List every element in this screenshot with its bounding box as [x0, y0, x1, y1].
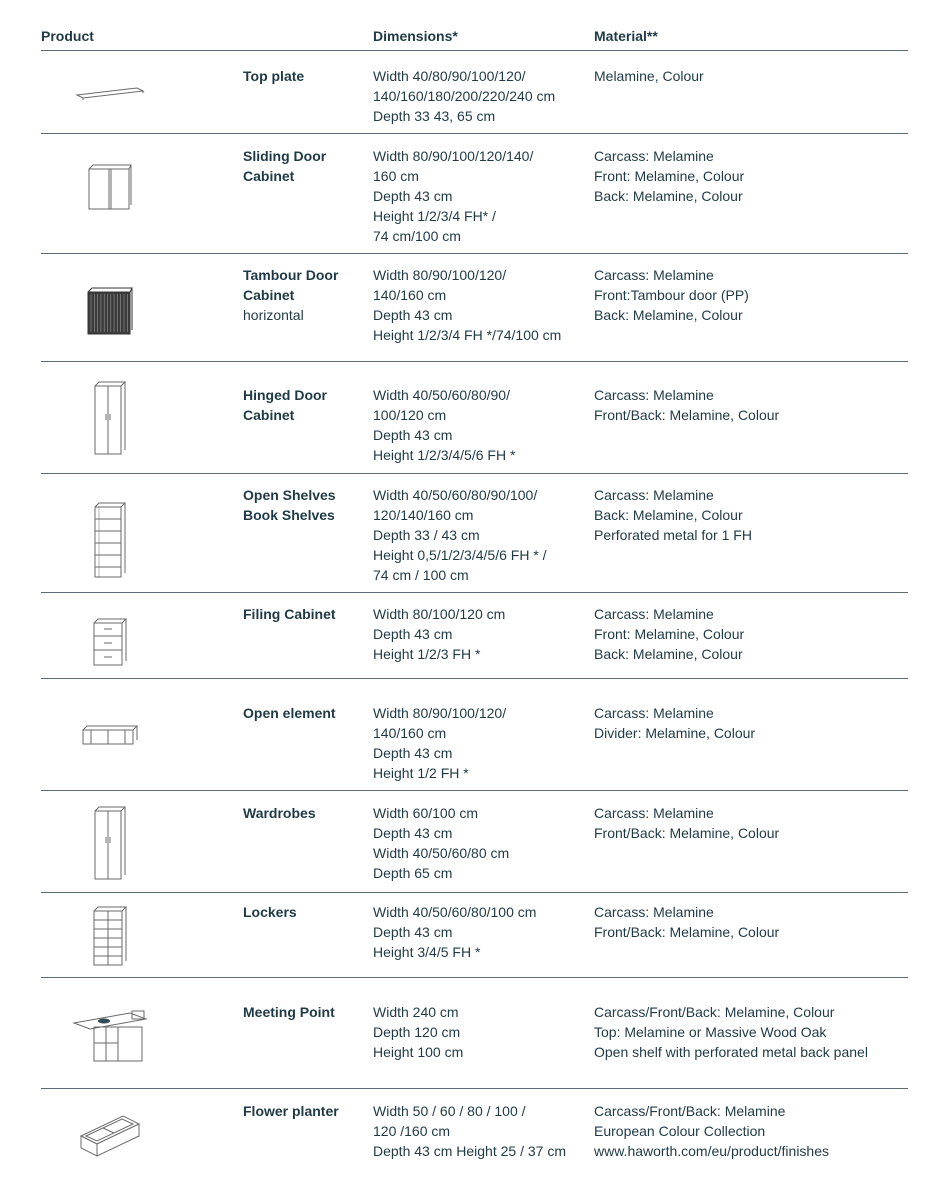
material-line: Back: Melamine, Colour: [594, 307, 743, 323]
material-cell: [594, 146, 914, 206]
filing-cabinet-icon: [60, 602, 160, 682]
material-line: Carcass/Front/Back: Melamine, Colour: [594, 1004, 835, 1020]
product-name: [243, 902, 368, 922]
dimension-line: Width 40/50/60/80/100 cm: [373, 904, 537, 920]
dimension-line: 120/140/160 cm: [373, 507, 474, 523]
material-line: Carcass: Melamine: [594, 805, 714, 821]
material-cell: [594, 604, 914, 664]
dimension-line: 120 /160 cm: [373, 1123, 451, 1139]
dimensions-cell: [373, 803, 588, 883]
material-line: Carcass: Melamine: [594, 606, 714, 622]
material-line: European Colour Collection: [594, 1123, 766, 1139]
product-name-line: Wardrobes: [243, 805, 316, 821]
material-cell: [594, 1002, 914, 1062]
dimension-line: Depth 65 cm: [373, 865, 453, 881]
dimension-line: 100/120 cm: [373, 407, 447, 423]
meeting-point-icon: [60, 995, 160, 1075]
open-shelves-icon: [60, 500, 160, 580]
material-cell: [594, 385, 914, 425]
product-name-line: Top plate: [243, 68, 305, 84]
product-subtitle: horizontal: [243, 307, 304, 323]
dimension-line: 160 cm: [373, 168, 419, 184]
dimension-line: Width 40/50/60/80/90/100/: [373, 487, 538, 503]
material-line: Carcass: Melamine: [594, 705, 714, 721]
material-line: Front/Back: Melamine, Colour: [594, 407, 780, 423]
dimension-line: Depth 43 cm: [373, 825, 453, 841]
dimensions-cell: [373, 265, 588, 345]
product-name-line: Cabinet: [243, 287, 295, 303]
row-divider: [41, 977, 908, 978]
dimension-line: Width 240 cm: [373, 1004, 459, 1020]
dimension-line: Height 1/2/3/4/5/6 FH *: [373, 447, 516, 463]
tambour-door-cabinet-icon: [60, 271, 160, 351]
dimension-line: Width 80/90/100/120/: [373, 705, 507, 721]
dimensions-cell: [373, 1101, 588, 1161]
hinged-door-cabinet-icon: [60, 378, 160, 458]
row-divider: [41, 592, 908, 593]
product-name-line: Open element: [243, 705, 336, 721]
product-name-line: Book Shelves: [243, 507, 335, 523]
row-divider: [41, 473, 908, 474]
dimension-line: 140/160/180/200/220/240 cm: [373, 88, 556, 104]
dimension-line: Depth 43 cm: [373, 626, 453, 642]
dimensions-cell: [373, 385, 588, 465]
product-name: [243, 385, 368, 425]
dimension-line: Height 3/4/5 FH *: [373, 944, 481, 960]
material-cell: [594, 66, 914, 86]
dimension-line: Width 40/80/90/100/120/: [373, 68, 526, 84]
dimension-line: 74 cm / 100 cm: [373, 567, 469, 583]
product-name-line: Filing Cabinet: [243, 606, 336, 622]
material-line: Front: Melamine, Colour: [594, 626, 745, 642]
dimension-line: Width 40/50/60/80 cm: [373, 845, 510, 861]
row-divider: [41, 678, 908, 679]
dimensions-cell: [373, 146, 588, 246]
dimensions-cell: [373, 902, 588, 962]
dimension-line: Depth 43 cm: [373, 188, 453, 204]
open-element-icon: [60, 695, 160, 775]
material-cell: [594, 485, 914, 545]
material-line: Carcass: Melamine: [594, 148, 714, 164]
material-cell: [594, 703, 914, 743]
dimension-line: Depth 43 cm: [373, 307, 453, 323]
lockers-icon: [60, 896, 160, 976]
header-material: Material**: [594, 28, 658, 44]
dimensions-cell: [373, 66, 588, 126]
flower-planter-icon: [60, 1095, 160, 1175]
material-line: Front/Back: Melamine, Colour: [594, 825, 780, 841]
material-line: Back: Melamine, Colour: [594, 646, 743, 662]
dimension-line: Height 100 cm: [373, 1044, 464, 1060]
product-name: [243, 604, 368, 624]
material-line: Perforated metal for 1 FH: [594, 527, 752, 543]
dimension-line: 140/160 cm: [373, 287, 447, 303]
wardrobe-icon: [60, 803, 160, 883]
product-name-line: Meeting Point: [243, 1004, 335, 1020]
material-line: Divider: Melamine, Colour: [594, 725, 756, 741]
material-line: Carcass: Melamine: [594, 904, 714, 920]
dimension-line: Height 1/2 FH *: [373, 765, 469, 781]
row-divider: [41, 892, 908, 893]
product-name: [243, 485, 368, 525]
dimension-line: Height 1/2/3/4 FH */74/100 cm: [373, 327, 562, 343]
row-divider: [41, 1088, 908, 1089]
dimension-line: Width 60/100 cm: [373, 805, 479, 821]
material-line: Carcass: Melamine: [594, 387, 714, 403]
material-line: Carcass/Front/Back: Melamine: [594, 1103, 786, 1119]
dimension-line: Width 80/100/120 cm: [373, 606, 506, 622]
product-name-line: Cabinet: [243, 407, 295, 423]
product-name-line: Sliding Door: [243, 148, 327, 164]
sliding-door-cabinet-icon: [60, 147, 160, 227]
row-divider: [41, 133, 908, 134]
product-name-line: Open Shelves: [243, 487, 336, 503]
dimension-line: Depth 120 cm: [373, 1024, 461, 1040]
material-line: Front: Melamine, Colour: [594, 168, 745, 184]
dimensions-cell: [373, 1002, 588, 1062]
dimension-line: Height 1/2/3/4 FH* /: [373, 208, 496, 224]
product-name: [243, 1101, 368, 1121]
dimension-line: Depth 33 43, 65 cm: [373, 108, 496, 124]
dimension-line: Depth 43 cm: [373, 427, 453, 443]
header-dimensions: Dimensions*: [373, 28, 458, 44]
material-cell: [594, 1101, 914, 1161]
dimension-line: Width 80/90/100/120/140/: [373, 148, 534, 164]
material-line: Back: Melamine, Colour: [594, 507, 743, 523]
material-line: Front/Back: Melamine, Colour: [594, 924, 780, 940]
dimension-line: Depth 43 cm Height 25 / 37 cm: [373, 1143, 566, 1159]
product-name: [243, 265, 368, 325]
product-name-line: Cabinet: [243, 168, 295, 184]
material-cell: [594, 902, 914, 942]
material-line: Carcass: Melamine: [594, 267, 714, 283]
dimension-line: Height 0,5/1/2/3/4/5/6 FH * /: [373, 547, 547, 563]
dimension-line: 140/160 cm: [373, 725, 447, 741]
dimension-line: 74 cm/100 cm: [373, 228, 461, 244]
material-cell: [594, 265, 914, 325]
dimension-line: Depth 43 cm: [373, 745, 453, 761]
dimension-line: Width 40/50/60/80/90/: [373, 387, 510, 403]
top-plate-icon: [60, 53, 160, 133]
product-name-line: Lockers: [243, 904, 297, 920]
product-name: [243, 66, 368, 86]
material-cell: [594, 803, 914, 843]
row-divider: [41, 361, 908, 362]
product-name: [243, 1002, 368, 1022]
material-line: Front:Tambour door (PP): [594, 287, 749, 303]
dimensions-cell: [373, 703, 588, 783]
row-divider: [41, 253, 908, 254]
dimensions-cell: [373, 604, 588, 664]
dimensions-cell: [373, 485, 588, 585]
dimension-line: Height 1/2/3 FH *: [373, 646, 481, 662]
material-line: Top: Melamine or Massive Wood Oak: [594, 1024, 827, 1040]
material-line: Carcass: Melamine: [594, 487, 714, 503]
product-name: [243, 803, 368, 823]
material-line: Melamine, Colour: [594, 68, 704, 84]
product-name: [243, 146, 368, 186]
material-line: Open shelf with perforated metal back panel: [594, 1044, 868, 1060]
header-divider: [41, 50, 908, 51]
material-line: www.haworth.com/eu/product/finishes: [594, 1143, 829, 1159]
dimension-line: Depth 33 / 43 cm: [373, 527, 480, 543]
dimension-line: Depth 43 cm: [373, 924, 453, 940]
product-name-line: Flower planter: [243, 1103, 339, 1119]
dimension-line: Width 80/90/100/120/: [373, 267, 507, 283]
product-name: [243, 703, 368, 723]
product-name-line: Tambour Door: [243, 267, 339, 283]
material-line: Back: Melamine, Colour: [594, 188, 743, 204]
dimension-line: Width 50 / 60 / 80 / 100 /: [373, 1103, 526, 1119]
product-name-line: Hinged Door: [243, 387, 327, 403]
header-product: Product: [41, 28, 94, 44]
row-divider: [41, 790, 908, 791]
